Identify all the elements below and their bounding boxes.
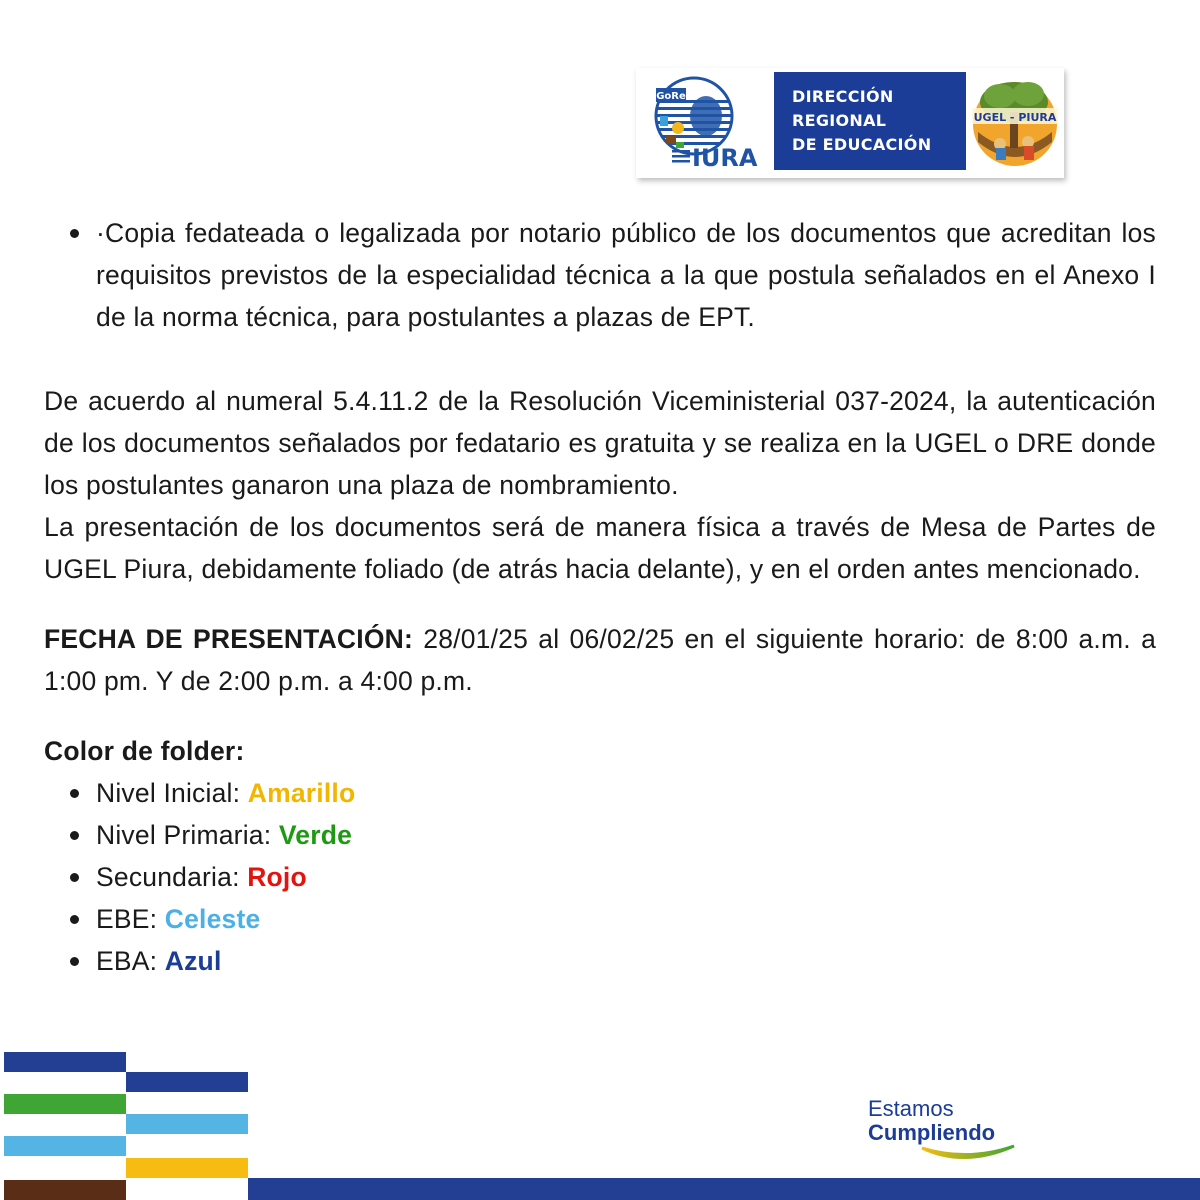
paragraph-authentication: De acuerdo al numeral 5.4.11.2 de la Resolución Viceministerial 037-2024, la autenticación de los documentos señalados por fedatario es gratuita y se realiza en la UGEL o DRE donde los postulantes ganaron una plaza de nombramiento. (44, 386, 1156, 500)
dre-line-2: REGIONAL (792, 111, 887, 130)
svg-text:GoRe: GoRe (656, 91, 686, 102)
fecha-label: FECHA DE PRESENTACIÓN: (44, 624, 414, 654)
folder-item-primaria (44, 814, 1156, 856)
folder-level: Nivel Inicial: (96, 778, 248, 808)
folder-level: Secundaria: (96, 862, 248, 892)
gore-piura-logo (646, 76, 770, 170)
dre-line-1: DIRECCIÓN (792, 87, 894, 106)
stripe-brown (4, 1180, 126, 1200)
folder-item-inicial (44, 772, 1156, 814)
document-body (44, 212, 1156, 982)
svg-text:UGEL - PIURA: UGEL - PIURA (973, 111, 1057, 124)
folder-item-secundaria (44, 856, 1156, 898)
folder-color-celeste: Celeste (164, 904, 261, 934)
stripe-yellow (126, 1158, 248, 1178)
tagline-top: Estamos (868, 1096, 954, 1121)
logo-banner (636, 68, 1064, 178)
requirement-text: ·Copia fedateada o legalizada por notario público de los documentos que acreditan los requisitos previstos de la especialidad técnica a la que postula señalados en el Anexo I de la norma técnica, para postulantes a plazas de EPT. (96, 218, 1156, 332)
paragraph-presentation: La presentación de los documentos será de manera física a través de Mesa de Partes de UGEL Piura, debidamente foliado (de atrás hacia delante), y en el orden antes mencionado. (44, 512, 1156, 584)
stripe-bottom-bar (248, 1178, 1200, 1200)
swoosh-icon (918, 1142, 1018, 1166)
svg-text:IURA: IURA (692, 144, 758, 170)
stripe-blue-left (4, 1052, 126, 1072)
folder-level: EBA: (96, 946, 165, 976)
fecha-text: 28/01/25 al 06/02/25 en el siguiente horario: de 8:00 a.m. a 1:00 pm. Y de 2:00 p.m. a 4:00 p.m. (44, 624, 1157, 696)
fecha-presentacion (44, 618, 1156, 702)
stripe-blue-right (126, 1072, 248, 1092)
estamos-cumpliendo-logo (868, 1096, 1028, 1176)
stripe-green (4, 1094, 126, 1114)
dre-title-box (774, 72, 966, 170)
folder-level: EBE: (96, 904, 165, 934)
requirement-item (44, 212, 1156, 338)
folder-color-amarillo: Amarillo (247, 778, 356, 808)
ugel-piura-logo (970, 72, 1060, 172)
stripe-lightblue-left (4, 1136, 126, 1156)
stripe-lightblue-right (126, 1114, 248, 1134)
tagline-bottom: Cumpliendo (868, 1120, 996, 1145)
folder-item-eba (44, 940, 1156, 982)
folder-item-ebe (44, 898, 1156, 940)
dre-line-3: DE EDUCACIÓN (792, 135, 932, 154)
folder-color-list (44, 772, 1156, 982)
folder-color-verde: Verde (278, 820, 353, 850)
folder-heading: Color de folder: (44, 736, 245, 766)
folder-level: Nivel Primaria: (96, 820, 279, 850)
folder-color-rojo: Rojo (247, 862, 307, 892)
requirement-list (44, 212, 1156, 338)
folder-color-azul: Azul (164, 946, 222, 976)
